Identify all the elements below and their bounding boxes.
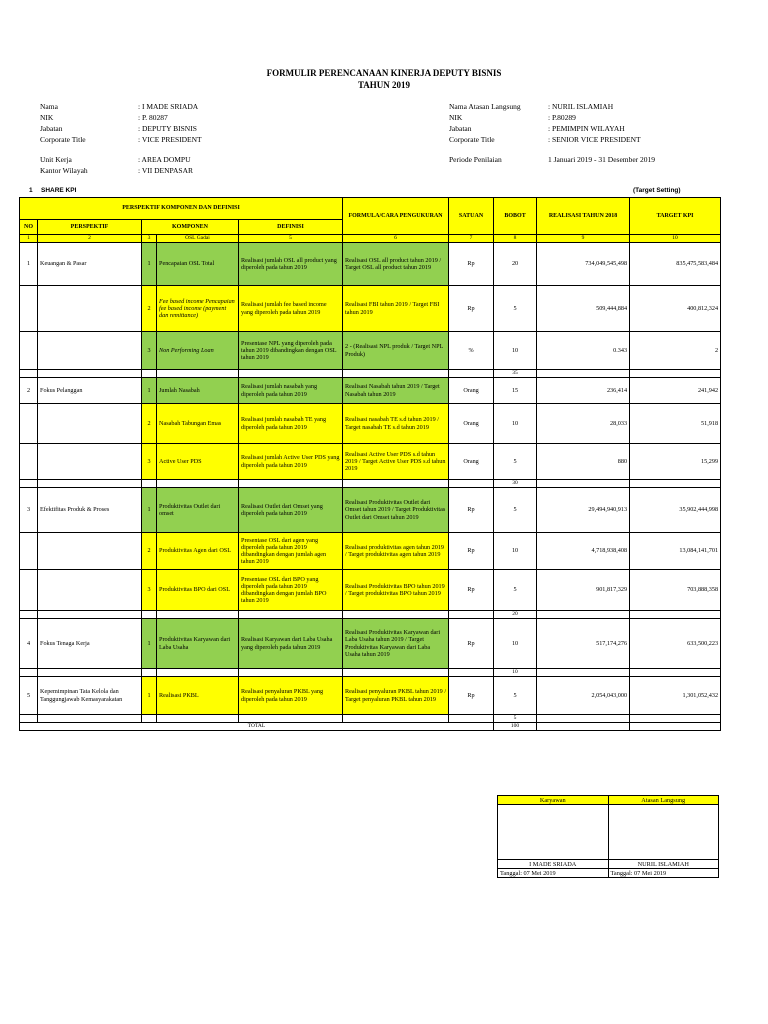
- subtotal-value: 35: [494, 370, 537, 378]
- kpi-table: [19, 197, 721, 731]
- group-perspektif: Fokus Tenaga Kerja: [38, 619, 142, 669]
- item-no: 1: [142, 488, 157, 533]
- item-definisi: Realisasi Outlet dari Omset yang diperoleh pada tahun 2019: [239, 488, 343, 533]
- subtotal-row: [20, 669, 721, 677]
- header-no: NO: [20, 220, 38, 235]
- item-realisasi: 4,718,938,408: [537, 533, 630, 570]
- item-target: 1,301,052,432: [630, 677, 721, 715]
- item-target: 13,084,141,701: [630, 533, 721, 570]
- table-row: [20, 619, 721, 669]
- item-no: 2: [142, 533, 157, 570]
- item-bobot: 5: [494, 488, 537, 533]
- item-satuan: Rp: [449, 286, 494, 332]
- item-no: 1: [142, 378, 157, 404]
- item-realisasi: 0.343: [537, 332, 630, 370]
- target-setting-note: (Target Setting): [633, 187, 681, 194]
- item-definisi: Realisasi Karyawan dari Laba Usaha yang diperoleh pada tahun 2019: [239, 619, 343, 669]
- total-value: 100: [494, 723, 537, 731]
- item-realisasi: 236,414: [537, 378, 630, 404]
- label-atasan: Nama Atasan Langsung: [449, 102, 521, 111]
- item-no: 2: [142, 286, 157, 332]
- item-formula: Realisasi Produktivitas BPO tahun 2019 / Target produktivitas BPO tahun 2019: [343, 570, 449, 611]
- item-bobot: 20: [494, 243, 537, 286]
- header-realisasi: REALISASI TAHUN 2018: [537, 198, 630, 235]
- item-no: 1: [142, 677, 157, 715]
- group-no: 3: [20, 488, 38, 533]
- item-target: 35,902,444,998: [630, 488, 721, 533]
- item-definisi: Realisasi jumlah nasabah yang diperoleh pada tahun 2019: [239, 378, 343, 404]
- item-bobot: 10: [494, 533, 537, 570]
- item-satuan: Rp: [449, 488, 494, 533]
- group-no: 4: [20, 619, 38, 669]
- value-kantor-wilayah: : VII DENPASAR: [138, 166, 194, 175]
- item-satuan: Orang: [449, 444, 494, 480]
- form-title: FORMULIR PERENCANAAN KINERJA DEPUTY BISNIS: [266, 68, 502, 78]
- item-no: 3: [142, 332, 157, 370]
- item-no: 2: [142, 404, 157, 444]
- item-realisasi: 880: [537, 444, 630, 480]
- label-kantor-wilayah: Kantor Wilayah: [40, 166, 88, 175]
- item-target: 400,812,324: [630, 286, 721, 332]
- item-satuan: Rp: [449, 243, 494, 286]
- item-target: 703,888,358: [630, 570, 721, 611]
- item-satuan: Orang: [449, 404, 494, 444]
- subtotal-value: 5: [494, 715, 537, 723]
- signature-box-atasan: [608, 805, 719, 860]
- group-no: 5: [20, 677, 38, 715]
- signature-name-karyawan: I MADE SRIADA: [498, 860, 609, 869]
- signature-header-karyawan: Karyawan: [498, 796, 609, 805]
- signature-date-karyawan: Tanggal: 07 Mei 2019: [498, 869, 609, 878]
- item-definisi: Realisasi penyaluran PKBL yang diperoleh pada tahun 2019: [239, 677, 343, 715]
- value-periode: 1 Januari 2019 - 31 Desember 2019: [548, 155, 656, 164]
- signature-table: [497, 795, 719, 878]
- item-target: 51,918: [630, 404, 721, 444]
- value-atasan-nik: : P.80289: [548, 113, 576, 122]
- section-title: SHARE KPI: [41, 187, 77, 194]
- item-komponen: Nasabah Tabungan Emas: [157, 404, 239, 444]
- total-label: TOTAL: [20, 723, 494, 731]
- item-no: 1: [142, 243, 157, 286]
- item-definisi: Presentase OSL dari BPO yang diperoleh pada tahun 2019 dibandingkan dengan jumlah BPO tahun 2019: [239, 570, 343, 611]
- item-bobot: 5: [494, 677, 537, 715]
- item-formula: Realisasi Active User PDS s.d tahun 2019 / Target Active User PDS s.d tahun 2019: [343, 444, 449, 480]
- value-unit-kerja: : AREA DOMPU: [138, 155, 191, 164]
- group-perspektif: Efektifitas Produk & Proses: [38, 488, 142, 533]
- item-bobot: 10: [494, 619, 537, 669]
- item-komponen: Jumlah Nasabah: [157, 378, 239, 404]
- signature-date-atasan: Tanggal: 07 Mei 2019: [608, 869, 719, 878]
- label-periode: Periode Penilaian: [449, 155, 502, 164]
- value-atasan-jabatan: : PEMIMPIN WILAYAH: [548, 124, 625, 133]
- group-perspektif: Keuangan & Pasar: [38, 243, 142, 286]
- signature-header-atasan: Atasan Langsung: [608, 796, 719, 805]
- subtotal-row: [20, 480, 721, 488]
- item-bobot: 15: [494, 378, 537, 404]
- col-number: 1: [20, 235, 38, 243]
- table-row: [20, 677, 721, 715]
- item-target: 2: [630, 332, 721, 370]
- item-formula: Realisasi Produktivitas Outlet dari Omset tahun 2019 / Target Produktivitas Outlet dari Omset tahun 2019: [343, 488, 449, 533]
- label-atasan-jabatan: Jabatan: [449, 124, 472, 133]
- subtotal-row: [20, 715, 721, 723]
- item-satuan: Rp: [449, 677, 494, 715]
- item-target: 835,475,583,484: [630, 243, 721, 286]
- item-bobot: 5: [494, 286, 537, 332]
- value-corporate-title: : VICE PRESIDENT: [138, 135, 202, 144]
- label-jabatan: Jabatan: [40, 124, 63, 133]
- signature-name-atasan: NURIL ISLAMIAH: [608, 860, 719, 869]
- header-definisi: DEFINISI: [239, 220, 343, 235]
- value-nik: : P. 80287: [138, 113, 168, 122]
- item-target: 633,500,223: [630, 619, 721, 669]
- header-bobot: BOBOT: [494, 198, 537, 235]
- section-number: 1: [29, 187, 33, 194]
- item-bobot: 5: [494, 444, 537, 480]
- table-row: [20, 378, 721, 404]
- signature-box-karyawan: [498, 805, 609, 860]
- value-nama: : I MADE SRIADA: [138, 102, 199, 111]
- col-number: 2: [38, 235, 142, 243]
- total-row: [20, 723, 721, 731]
- item-formula: Realisasi Nasabah tahun 2019 / Target Nasabah tahun 2019: [343, 378, 449, 404]
- item-realisasi: 29,494,940,913: [537, 488, 630, 533]
- col-number: 9: [537, 235, 630, 243]
- item-formula: 2 - (Realisasi NPL produk / Target NPL Produk): [343, 332, 449, 370]
- col-number: 6: [343, 235, 449, 243]
- table-row: [20, 444, 721, 480]
- item-formula: Realisasi nasabah TE s.d tahun 2019 / Target nasabah TE s.d tahun 2019: [343, 404, 449, 444]
- header-satuan: SATUAN: [449, 198, 494, 235]
- label-atasan-corporate-title: Corporate Title: [449, 135, 495, 144]
- table-row: [20, 243, 721, 286]
- item-bobot: 10: [494, 404, 537, 444]
- subtotal-value: 10: [494, 669, 537, 677]
- item-satuan: Rp: [449, 570, 494, 611]
- header-target: TARGET KPI: [630, 198, 721, 235]
- label-unit-kerja: Unit Kerja: [40, 155, 72, 164]
- item-no: 1: [142, 619, 157, 669]
- item-komponen: Realisasi PKBL: [157, 677, 239, 715]
- item-komponen: Non Performing Loan: [157, 332, 239, 370]
- item-komponen: Active User PDS: [157, 444, 239, 480]
- item-definisi: Realisasi jumlah nasabah TE yang diperoleh pada tahun 2019: [239, 404, 343, 444]
- item-satuan: Orang: [449, 378, 494, 404]
- item-no: 3: [142, 444, 157, 480]
- group-no: 1: [20, 243, 38, 286]
- item-formula: Realisasi FBI tahun 2019 / Target FBI tahun 2019: [343, 286, 449, 332]
- item-definisi: Realisasi jumlah fee based income yang diperoleh pada tahun 2019: [239, 286, 343, 332]
- item-formula: Realisasi penyaluran PKBL tahun 2019 / Target penyaluran PKBL tahun 2019: [343, 677, 449, 715]
- item-definisi: Realisasi jumlah Active User PDS yang diperoleh pada tahun 2019: [239, 444, 343, 480]
- item-realisasi: 517,174,276: [537, 619, 630, 669]
- item-definisi: Realisasi jumlah OSL all product yang diperoleh pada tahun 2019: [239, 243, 343, 286]
- table-row: [20, 570, 721, 611]
- col-number: 10: [630, 235, 721, 243]
- item-realisasi: 2,054,043,000: [537, 677, 630, 715]
- form-year: TAHUN 2019: [357, 80, 411, 90]
- subtotal-value: 20: [494, 611, 537, 619]
- group-no: 2: [20, 378, 38, 404]
- label-atasan-nik: NIK: [449, 113, 463, 122]
- header-perspektif-group: PERSPEKTIF KOMPONEN DAN DEFINISI: [20, 198, 343, 220]
- col-number: 3: [142, 235, 157, 243]
- item-no: 3: [142, 570, 157, 611]
- item-bobot: 10: [494, 332, 537, 370]
- subtotal-row: [20, 611, 721, 619]
- label-nama: Nama: [40, 102, 58, 111]
- item-satuan: Rp: [449, 533, 494, 570]
- item-komponen: Pencapaian OSL Total: [157, 243, 239, 286]
- item-komponen: Fee based income Pencapaian fee based income (payment dan remittance): [157, 286, 239, 332]
- item-realisasi: 509,444,884: [537, 286, 630, 332]
- value-jabatan: : DEPUTY BISNIS: [138, 124, 197, 133]
- item-formula: Realisasi Produktivitas Karyawan dari Laba Usaha tahun 2019 / Target Produktivitas Karyawan dari Laba Usaha tahun 2019: [343, 619, 449, 669]
- table-row: [20, 332, 721, 370]
- item-realisasi: 901,817,329: [537, 570, 630, 611]
- header-formula: FORMULA/CARA PENGUKURAN: [343, 198, 449, 235]
- subtotal-row: [20, 370, 721, 378]
- group-perspektif: Kepemimpinan Tata Kelola dan Tanggungjawab Kemasyarakatan: [38, 677, 142, 715]
- table-row: [20, 533, 721, 570]
- item-komponen: Produktivitas Agen dari OSL: [157, 533, 239, 570]
- value-atasan: : NURIL ISLAMIAH: [548, 102, 614, 111]
- item-formula: Realisasi produktivitas agen tahun 2019 / Target produktivitas agen tahun 2019: [343, 533, 449, 570]
- item-target: 15,299: [630, 444, 721, 480]
- col-number: 7: [449, 235, 494, 243]
- label-nik: NIK: [40, 113, 54, 122]
- item-komponen: Produktivitas Karyawan dari Laba Usaha: [157, 619, 239, 669]
- header-perspektif: PERSPEKTIF: [38, 220, 142, 235]
- table-row: [20, 488, 721, 533]
- col-number: 5: [239, 235, 343, 243]
- item-target: 241,942: [630, 378, 721, 404]
- item-komponen: Produktivitas Outlet dari omset: [157, 488, 239, 533]
- item-satuan: Rp: [449, 619, 494, 669]
- subtotal-value: 30: [494, 480, 537, 488]
- col-number: 8: [494, 235, 537, 243]
- item-definisi: Presentase OSL dari agen yang diperoleh pada tahun 2019 dibandingkan dengan jumlah agen tahun 2019: [239, 533, 343, 570]
- value-atasan-corporate-title: : SENIOR VICE PRESIDENT: [548, 135, 641, 144]
- item-realisasi: 28,033: [537, 404, 630, 444]
- table-row: [20, 286, 721, 332]
- item-definisi: Presentase NPL yang diperoleh pada tahun 2019 dibandingkan dengan OSL tahun 2019: [239, 332, 343, 370]
- item-realisasi: 734,049,545,498: [537, 243, 630, 286]
- group-perspektif: Fokus Pelanggan: [38, 378, 142, 404]
- item-bobot: 5: [494, 570, 537, 611]
- header-komponen: KOMPONEN: [142, 220, 239, 235]
- label-corporate-title: Corporate Title: [40, 135, 86, 144]
- item-satuan: %: [449, 332, 494, 370]
- table-row: [20, 404, 721, 444]
- item-komponen: Produktivitas BPO dari OSL: [157, 570, 239, 611]
- item-formula: Realisasi OSL all product tahun 2019 / Target OSL all product tahun 2019: [343, 243, 449, 286]
- col-number: OSL Gadai: [157, 235, 239, 243]
